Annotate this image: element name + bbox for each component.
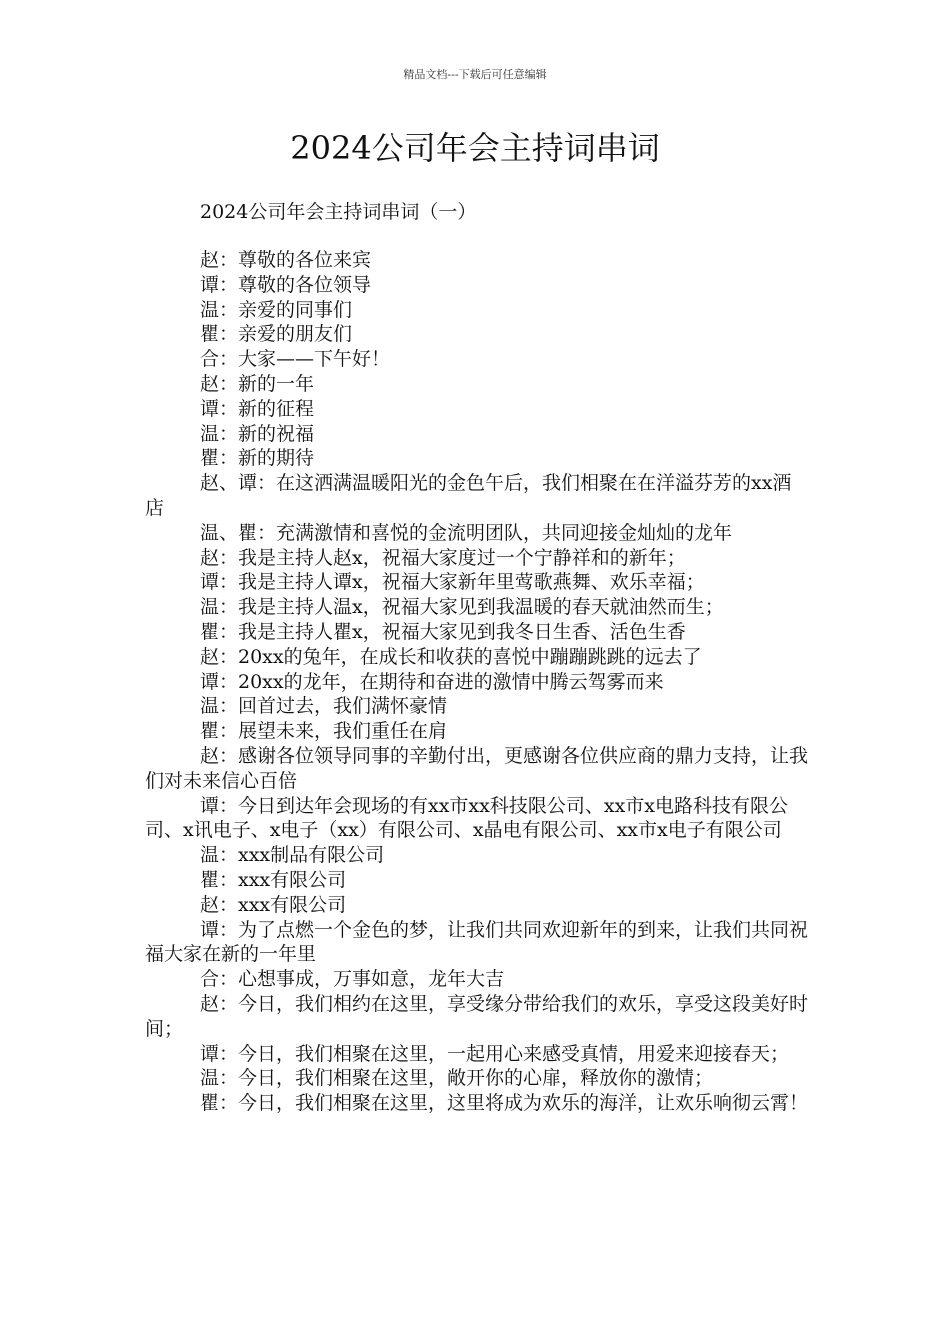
script-line: 谭：今日到达年会现场的有xx市xx科技限公司、xx市x电路科技有限公司、x讯电子、x电子（xx）有限公司、x晶电有限公司、xx市x电子有限公司 <box>145 794 789 842</box>
script-line: 温：xxx制品有限公司 <box>200 844 385 867</box>
page-header-note: 精品文档---下载后可任意编辑 <box>403 68 547 81</box>
script-line: 瞿：今日，我们相聚在这里，这里将成为欢乐的海洋，让欢乐响彻云霄！ <box>200 1092 809 1115</box>
script-line: 温：我是主持人温x，祝福大家见到我温暖的春天就油然而生； <box>200 596 724 619</box>
script-line: 温、瞿：充满激情和喜悦的金流明团队，共同迎接金灿灿的龙年 <box>200 521 733 544</box>
script-line: 谭：新的征程 <box>200 397 315 420</box>
script-line: 谭：今日，我们相聚在这里，一起用心来感受真情，用爱来迎接春天； <box>200 1042 790 1065</box>
script-line: 赵、谭：在这洒满温暖阳光的金色午后，我们相聚在在洋溢芬芳的xx酒店 <box>145 472 792 519</box>
document-title: 2024公司年会主持词串词 <box>290 129 660 167</box>
script-line: 瞿：新的期待 <box>200 447 315 470</box>
script-line: 赵：20xx的兔年，在成长和收获的喜悦中蹦蹦跳跳的远去了 <box>200 645 702 668</box>
script-line: 谭：20xx的龙年，在期待和奋进的激情中腾云驾雾而来 <box>200 670 664 693</box>
script-line: 合：心想事成，万事如意，龙年大吉 <box>200 968 505 991</box>
document-subtitle: 2024公司年会主持词串词（一） <box>200 201 477 223</box>
script-line: 温：今日，我们相聚在这里，敞开你的心扉，释放你的激情； <box>200 1067 714 1090</box>
script-line: 赵：今日，我们相约在这里，享受缘分带给我们的欢乐，享受这段美好时间； <box>145 992 809 1040</box>
script-line: 瞿：我是主持人瞿x，祝福大家见到我冬日生香、活色生香 <box>200 620 686 643</box>
script-line: 温：新的祝福 <box>200 422 315 445</box>
script-line: 瞿：亲爱的朋友们 <box>200 323 353 346</box>
script-line: 谭：为了点燃一个金色的梦，让我们共同欢迎新年的到来，让我们共同祝福大家在新的一年里 <box>145 918 809 966</box>
script-line: 温：回首过去，我们满怀豪情 <box>200 695 448 718</box>
script-line: 赵：新的一年 <box>200 372 315 395</box>
script-line: 谭：我是主持人谭x，祝福大家新年里莺歌燕舞、欢乐幸福； <box>200 571 705 594</box>
script-line: 赵：我是主持人赵x，祝福大家度过一个宁静祥和的新年； <box>200 546 686 569</box>
script-body <box>145 248 810 1116</box>
script-line: 瞿：xxx有限公司 <box>200 868 347 891</box>
script-line: 合：大家——下午好！ <box>200 348 391 371</box>
script-line: 赵：尊敬的各位来宾 <box>200 249 372 271</box>
script-line: 赵：xxx有限公司 <box>200 893 347 916</box>
script-line: 赵：感谢各位领导同事的辛勤付出，更感谢各位供应商的鼎力支持，让我们对未来信心百倍 <box>145 744 809 792</box>
script-line: 谭：尊敬的各位领导 <box>200 273 372 296</box>
script-line: 温：亲爱的同事们 <box>200 298 353 321</box>
script-line: 瞿：展望未来，我们重任在肩 <box>200 720 448 743</box>
